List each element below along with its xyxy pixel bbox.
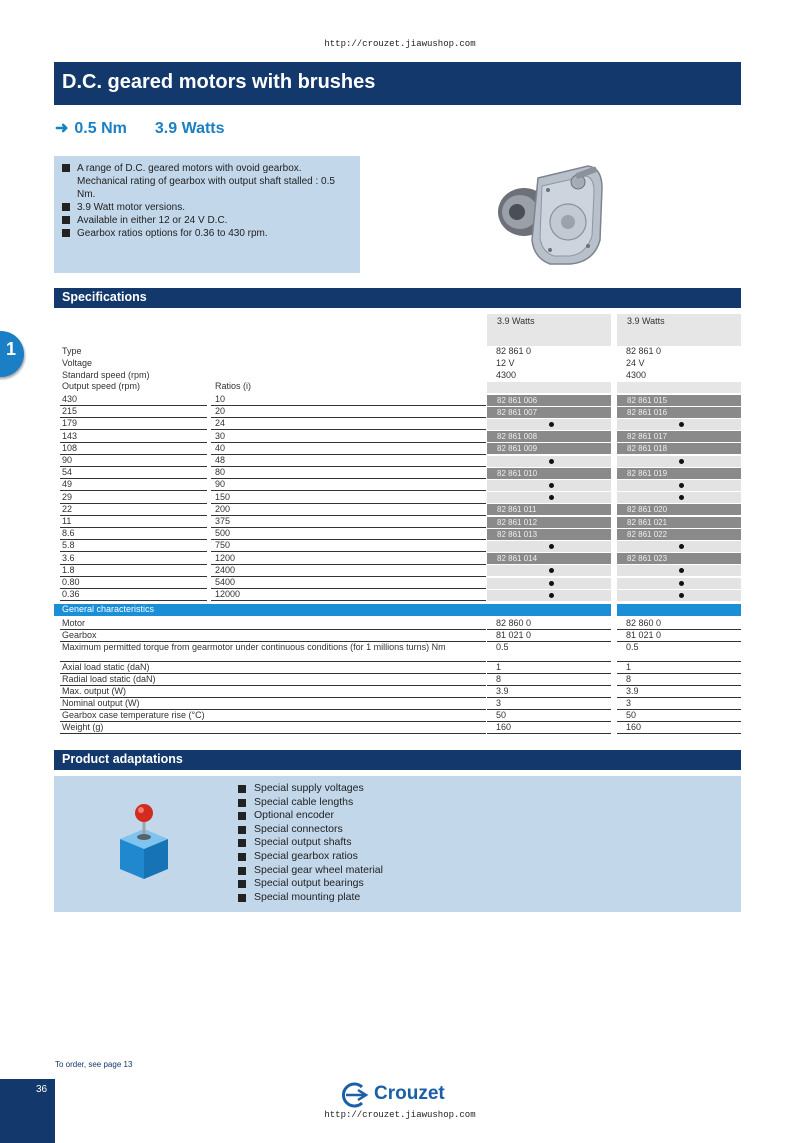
output-speed: 0.36: [62, 589, 80, 600]
adaptations-list: [238, 782, 383, 904]
available-dot-icon: [549, 495, 554, 500]
output-speed: 8.6: [62, 528, 75, 539]
row-divider: [60, 588, 207, 589]
part-number-cell: 82 861 011: [487, 504, 611, 515]
row-divider: [60, 405, 207, 406]
speed-header: Output speed (rpm): [62, 381, 141, 391]
optional-cell: [617, 541, 741, 552]
part-number-cell: 82 861 007: [487, 407, 611, 418]
specifications-heading: Specifications: [54, 288, 741, 308]
output-speed: 49: [62, 479, 73, 490]
value-12v: 82 860 0: [496, 618, 532, 629]
value-24v: 1: [626, 662, 632, 673]
value-12v: 82 861 0: [496, 346, 532, 356]
row-divider: [487, 733, 611, 734]
adaptation-item: Special output shafts: [238, 836, 383, 850]
optional-cell: [487, 578, 611, 589]
row-divider: [211, 405, 486, 406]
row-divider: [60, 527, 207, 528]
optional-cell: [617, 578, 741, 589]
adaptation-item: Special output bearings: [238, 877, 383, 891]
value-12v: 12 V: [496, 358, 515, 368]
output-speed: 108: [62, 442, 78, 453]
row-divider: [60, 576, 207, 577]
general-bar-24v: [617, 604, 741, 616]
top-url: http://crouzet.jiawushop.com: [324, 39, 476, 49]
ratio: 10: [215, 394, 226, 404]
ratio: 20: [215, 406, 226, 417]
row-label: Max. output (W): [62, 686, 127, 697]
value-24v: 82 861 0: [626, 346, 662, 356]
output-speed: 1.8: [62, 564, 75, 575]
part-number-cell: 82 861 009: [487, 443, 611, 454]
value-12v: 160: [496, 722, 512, 733]
adaptations-heading: Product adaptations: [54, 750, 741, 770]
power-rating: 3.9 Watts: [154, 120, 225, 137]
row-label: Nominal output (W): [62, 698, 140, 709]
part-number-cell: 82 861 021: [617, 517, 741, 528]
part-number-cell: 82 861 015: [617, 395, 741, 406]
part-number-cell: 82 861 010: [487, 468, 611, 479]
value-24v: 160: [626, 722, 642, 733]
optional-cell: [487, 419, 611, 430]
row-divider: [60, 417, 207, 418]
value-24v: 3.9: [626, 686, 639, 697]
intro-list: [62, 162, 352, 240]
optional-cell: [617, 565, 741, 576]
row-label: Axial load static (daN): [62, 662, 150, 673]
available-dot-icon: [679, 495, 684, 500]
value-24v: 0.5: [626, 642, 639, 653]
row-divider: [617, 673, 741, 674]
row-divider: [60, 733, 486, 734]
crouzet-logo: [340, 1080, 470, 1110]
part-number-cell: 82 861 012: [487, 517, 611, 528]
optional-cell: [617, 590, 741, 601]
row-divider: [211, 600, 486, 601]
chapter-tab: 1: [0, 331, 24, 377]
value-24v: 82 860 0: [626, 618, 662, 629]
intro-box: [54, 156, 360, 273]
row-label: Weight (g): [62, 722, 104, 733]
output-speed: 430: [62, 394, 78, 404]
general-characteristics-bar: [60, 604, 741, 616]
available-dot-icon: [549, 593, 554, 598]
row-divider: [211, 417, 486, 418]
adaptation-item: Special gear wheel material: [238, 864, 383, 878]
output-speed: 54: [62, 467, 73, 478]
ratio: 500: [215, 528, 231, 539]
available-dot-icon: [549, 459, 554, 464]
row-divider: [60, 564, 207, 565]
available-dot-icon: [679, 422, 684, 427]
row-divider: [211, 490, 486, 491]
part-number-cell: 82 861 017: [617, 431, 741, 442]
intro-bullet: Available in either 12 or 24 V D.C.: [62, 214, 352, 227]
value-24v: 50: [626, 710, 637, 721]
bottom-url: http://crouzet.jiawushop.com: [324, 1110, 476, 1120]
optional-cell: [617, 456, 741, 467]
ratio: 30: [215, 430, 226, 441]
order-note: To order, see page 13: [55, 1060, 133, 1069]
output-speed: 22: [62, 503, 73, 514]
part-number-cell: 82 861 019: [617, 468, 741, 479]
part-number-cell: 82 861 014: [487, 553, 611, 564]
row-divider: [211, 576, 486, 577]
available-dot-icon: [549, 483, 554, 488]
adaptation-item: Special cable lengths: [238, 796, 383, 810]
optional-cell: [487, 590, 611, 601]
row-divider: [211, 527, 486, 528]
optional-cell: [487, 480, 611, 491]
value-12v: 50: [496, 710, 507, 721]
row-divider: [60, 466, 207, 467]
available-dot-icon: [549, 544, 554, 549]
row-divider: [211, 564, 486, 565]
intro-bullet: 3.9 Watt motor versions.: [62, 201, 352, 214]
header-blank-12v: [487, 382, 611, 393]
ratio: 48: [215, 455, 226, 465]
ratio: 200: [215, 503, 231, 514]
column-header-24v: 3.9 Watts: [617, 314, 741, 346]
output-speed: 5.8: [62, 540, 75, 551]
page-title: D.C. geared motors with brushes: [54, 62, 741, 105]
row-divider: [60, 503, 207, 504]
output-speed: 179: [62, 418, 78, 429]
ratio: 80: [215, 467, 226, 478]
value-12v: 8: [496, 674, 502, 685]
available-dot-icon: [679, 568, 684, 573]
ratio: 1200: [215, 552, 236, 563]
row-label: Type: [62, 346, 82, 356]
available-dot-icon: [679, 581, 684, 586]
row-label: Maximum permitted torque from gearmotor under continuous conditions (for 1 millions turns) Nm: [62, 642, 446, 653]
ratio: 90: [215, 479, 226, 490]
row-divider: [211, 454, 486, 455]
adaptation-item: Optional encoder: [238, 809, 383, 823]
ratio: 5400: [215, 577, 236, 587]
adaptation-item: Special supply voltages: [238, 782, 383, 796]
available-dot-icon: [549, 568, 554, 573]
ratio: 375: [215, 516, 231, 526]
row-label: Gearbox: [62, 630, 97, 641]
row-divider: [211, 442, 486, 443]
optional-cell: [617, 480, 741, 491]
torque-rating: 0.5 Nm: [74, 120, 127, 137]
available-dot-icon: [679, 483, 684, 488]
optional-cell: [487, 492, 611, 503]
value-24v: 3: [626, 698, 632, 709]
available-dot-icon: [549, 581, 554, 586]
row-divider: [211, 588, 486, 589]
available-dot-icon: [679, 459, 684, 464]
brand-name: Crouzet: [374, 1083, 445, 1104]
row-divider: [211, 429, 486, 430]
row-label: Standard speed (rpm): [62, 370, 150, 380]
value-12v: 3: [496, 698, 502, 709]
value-12v: 0.5: [496, 642, 509, 653]
optional-cell: [617, 419, 741, 430]
adaptation-item: Special gearbox ratios: [238, 850, 383, 864]
row-divider: [60, 429, 207, 430]
row-divider: [60, 490, 207, 491]
optional-cell: [617, 492, 741, 503]
adaptation-item: Special mounting plate: [238, 891, 383, 905]
output-speed: 215: [62, 406, 78, 417]
value-24v: 81 021 0: [626, 630, 662, 641]
value-24v: 4300: [626, 370, 647, 380]
row-divider: [211, 515, 486, 516]
row-label: Voltage: [62, 358, 93, 368]
row-divider: [211, 478, 486, 479]
part-number-cell: 82 861 008: [487, 431, 611, 442]
value-24v: 24 V: [626, 358, 645, 368]
value-12v: 1: [496, 662, 502, 673]
value-12v: 3.9: [496, 686, 509, 697]
intro-bullet: A range of D.C. geared motors with ovoid gearbox. Mechanical rating of gearbox with output shaft stalled : 0.5 Nm.: [62, 162, 352, 201]
available-dot-icon: [679, 593, 684, 598]
customization-cube-icon: [112, 803, 176, 883]
value-12v: 4300: [496, 370, 517, 380]
ratio: 2400: [215, 564, 236, 575]
row-divider: [60, 478, 207, 479]
ratio: 150: [215, 491, 231, 502]
value-24v: 8: [626, 674, 632, 685]
ratio-header: Ratios (i): [215, 381, 252, 391]
part-number-cell: 82 861 013: [487, 529, 611, 540]
output-speed: 0.80: [62, 577, 80, 587]
row-divider: [60, 454, 207, 455]
row-label: Radial load static (daN): [62, 674, 156, 685]
general-bar-12v: [487, 604, 611, 616]
row-label: Motor: [62, 618, 86, 629]
adaptation-item: Special connectors: [238, 823, 383, 837]
row-divider: [60, 539, 207, 540]
ratio: 750: [215, 540, 231, 551]
geared-motor-image: [490, 160, 610, 268]
row-divider: [211, 466, 486, 467]
optional-cell: [487, 456, 611, 467]
row-divider: [617, 733, 741, 734]
optional-cell: [487, 565, 611, 576]
crouzet-logo-icon: [340, 1081, 370, 1109]
ratio: 40: [215, 442, 226, 453]
ratio: 24: [215, 418, 226, 429]
arrow-right-icon: ➜: [55, 120, 69, 137]
row-divider: [60, 442, 207, 443]
part-number-cell: 82 861 023: [617, 553, 741, 564]
output-speed: 143: [62, 430, 78, 441]
row-divider: [60, 515, 207, 516]
output-speed: 11: [62, 516, 72, 526]
part-number-cell: 82 861 022: [617, 529, 741, 540]
row-divider: [487, 661, 611, 662]
row-divider: [487, 697, 611, 698]
intro-bullet: Gearbox ratios options for 0.36 to 430 rpm.: [62, 227, 352, 240]
row-label: Gearbox case temperature rise (°C): [62, 710, 205, 721]
output-speed: 29: [62, 491, 73, 502]
available-dot-icon: [679, 544, 684, 549]
row-divider: [617, 697, 741, 698]
part-number-cell: 82 861 018: [617, 443, 741, 454]
output-speed: 90: [62, 455, 73, 465]
row-divider: [211, 539, 486, 540]
output-speed: 3.6: [62, 552, 75, 563]
ratio: 12000: [215, 589, 241, 600]
row-divider: [211, 551, 486, 552]
row-divider: [487, 673, 611, 674]
page-number: 36: [0, 1079, 55, 1143]
part-number-cell: 82 861 006: [487, 395, 611, 406]
column-header-12v: 3.9 Watts: [487, 314, 611, 346]
subheading: [55, 118, 225, 138]
part-number-cell: 82 861 020: [617, 504, 741, 515]
value-12v: 81 021 0: [496, 630, 532, 641]
optional-cell: [487, 541, 611, 552]
header-blank-24v: [617, 382, 741, 393]
general-characteristics-label: General characteristics: [54, 604, 487, 616]
row-divider: [60, 551, 207, 552]
row-divider: [617, 661, 741, 662]
available-dot-icon: [549, 422, 554, 427]
row-divider: [211, 503, 486, 504]
row-divider: [60, 600, 207, 601]
part-number-cell: 82 861 016: [617, 407, 741, 418]
